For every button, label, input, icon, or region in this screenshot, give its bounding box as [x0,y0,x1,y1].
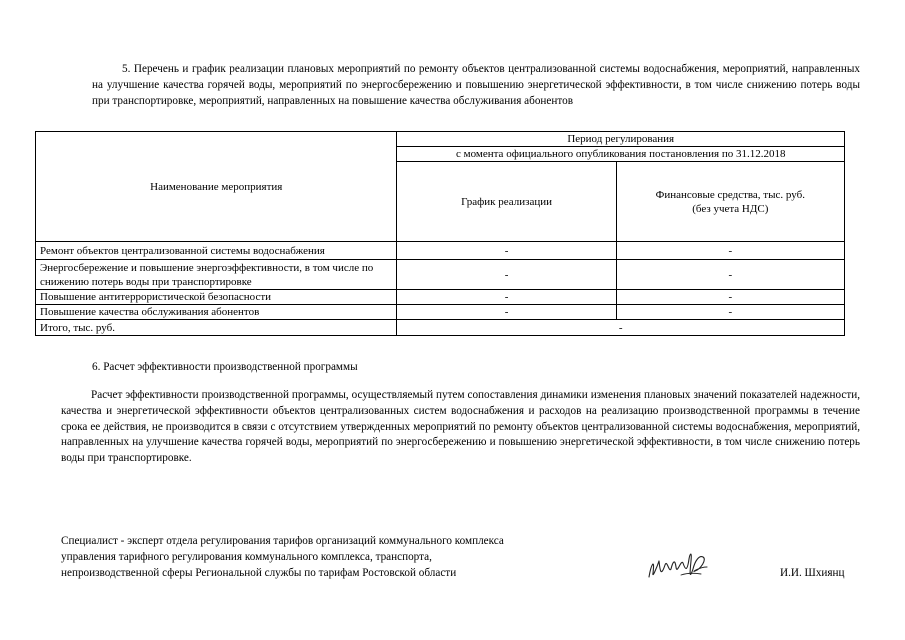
signatory-line1: Специалист - эксперт отдела регулирования тарифов организаций коммунального комплекса [61,535,504,547]
row-finance: - [616,260,844,290]
header-finance-line1: Финансовые средства, тыс. руб. [655,188,805,201]
row-finance: - [616,290,844,305]
row-schedule: - [397,305,616,320]
row-name: Повышение качества обслуживания абонентов [36,305,397,320]
signatory-line2: управления тарифного регулирования коммунального комплекса, транспорта, [61,551,432,563]
table-row [36,242,845,260]
signatory-name: И.И. Шхиянц [780,567,845,579]
header-measure-name: Наименование мероприятия [36,132,397,242]
row-schedule: - [397,290,616,305]
measures-table [35,131,845,336]
header-finance-line2: (без учета НДС) [692,202,769,215]
section6-body: Расчет эффективности производственной программы, осуществляемый путем сопоставления динамики изменения плановых значений показателей надежности, качества и энергетической эффективности объектов централизованных систем водоснабжения и расходов на реализацию производственной программы в течение срока ее действия, не производится в связи с отсутствием утвержденных мероприятий по ремонту объектов централизованной системы водоснабжения, мероприятий, направленных на улучшение качества горячей воды, мероприятий по энергосбережению и повышению энергетической эффективности, в том числе снижению потерь воды при транспортировке. [61,389,860,465]
total-value: - [397,320,845,336]
row-name: Энергосбережение и повышение энергоэффективности, в том числе по снижению потерь воды при транспортировке [36,260,397,290]
section5-heading: 5. Перечень и график реализации плановых мероприятий по ремонту объектов централизованной системы водоснабжения, мероприятий, направленных на улучшение качества горячей воды, мероприятий по энергосбережению и повышению энергетической эффективности, в том числе снижению потерь воды при транспортировке, мероприятий, направленных на повышение качества обслуживания абонентов [92,63,860,107]
row-finance: - [616,242,844,260]
header-finance [616,162,844,242]
table-row [36,305,845,320]
row-schedule: - [397,242,616,260]
table-total-row [36,320,845,336]
handwritten-signature [645,547,711,587]
header-schedule: График реализации [397,162,616,242]
total-label: Итого, тыс. руб. [36,320,397,336]
row-name: Ремонт объектов централизованной системы водоснабжения [36,242,397,260]
section6-heading: 6. Расчет эффективности производственной программы [92,361,358,373]
row-finance: - [616,305,844,320]
signatory-line3: непроизводственной сферы Региональной службы по тарифам Ростовской области [61,567,457,579]
row-name: Повышение антитеррористической безопасности [36,290,397,305]
signatory-position [61,533,601,581]
header-period: Период регулирования [397,132,845,147]
row-schedule: - [397,260,616,290]
header-period-range: с момента официального опубликования постановления по 31.12.2018 [397,147,845,162]
table-row [36,290,845,305]
table-row [36,260,845,290]
